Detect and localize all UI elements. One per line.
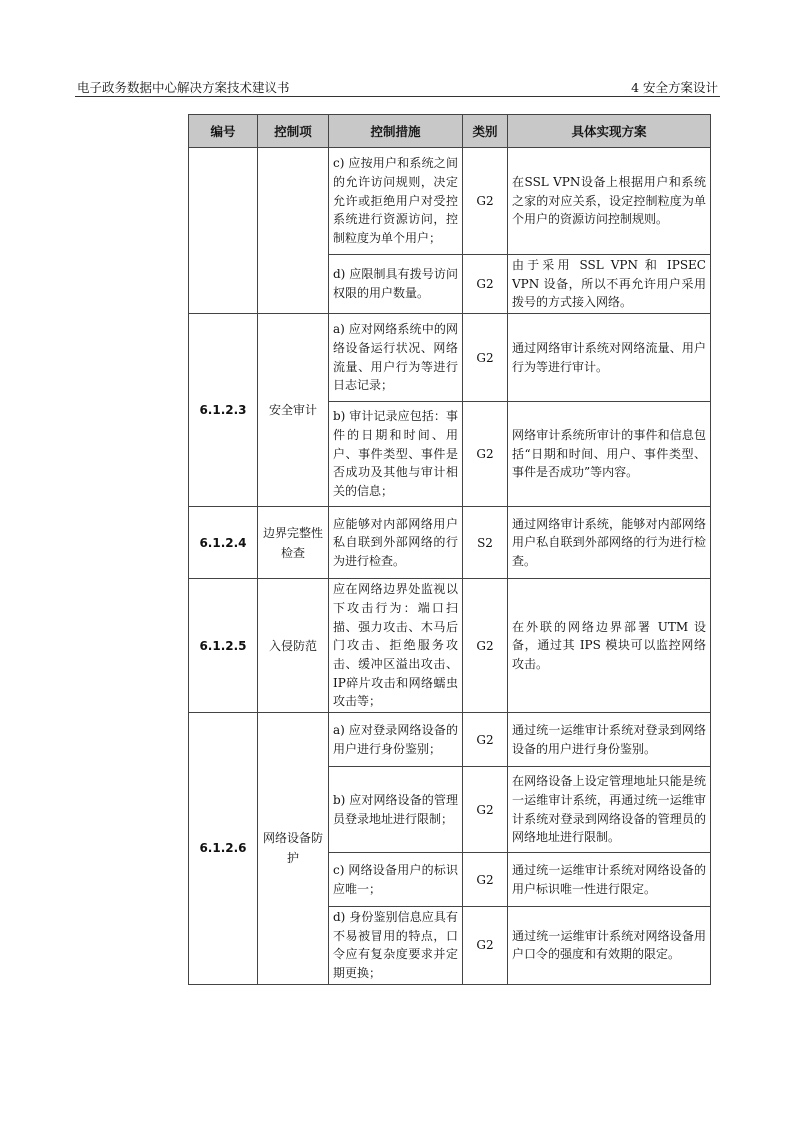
category-cell: S2 (463, 507, 508, 579)
category-cell: G2 (463, 579, 508, 713)
category-cell: G2 (463, 713, 508, 767)
table-row (189, 507, 711, 579)
control-id-cell: 6.1.2.3 (189, 314, 258, 507)
control-id-cell: 6.1.2.5 (189, 579, 258, 713)
control-measure-cell: c) 网络设备用户的标识应唯一； (329, 853, 463, 907)
control-measure-cell: c) 应按用户和系统之间的允许访问规则，决定允许或拒绝用户对受控系统进行资源访问，控制粒度为单个用户； (329, 148, 463, 255)
table-row (189, 314, 711, 402)
implementation-cell: 由于采用 SSL VPN 和 IPSEC VPN 设备，所以不再允许用户采用拨号的方式接入网络。 (508, 255, 711, 314)
header-id: 编号 (189, 115, 258, 148)
table-row (189, 148, 711, 255)
implementation-cell: 通过网络审计系统，能够对内部网络用户私自联到外部网络的行为进行检查。 (508, 507, 711, 579)
table-row (189, 713, 711, 767)
category-cell: G2 (463, 402, 508, 507)
control-item-cell: 入侵防范 (258, 579, 329, 713)
header-category: 类别 (463, 115, 508, 148)
category-cell: G2 (463, 148, 508, 255)
control-id-cell (189, 148, 258, 314)
control-id-cell: 6.1.2.6 (189, 713, 258, 985)
implementation-cell: 在外联的网络边界部署 UTM 设备，通过其 IPS 模块可以监控网络攻击。 (508, 579, 711, 713)
control-measure-cell: d) 身份鉴别信息应具有不易被冒用的特点，口令应有复杂度要求并定期更换； (329, 907, 463, 985)
header-implementation: 具体实现方案 (508, 115, 711, 148)
table-header-row (189, 115, 711, 148)
control-item-cell: 安全审计 (258, 314, 329, 507)
implementation-cell: 通过网络审计系统对网络流量、用户行为等进行审计。 (508, 314, 711, 402)
header-control-measure: 控制措施 (329, 115, 463, 148)
control-item-cell: 边界完整性检查 (258, 507, 329, 579)
control-id-cell: 6.1.2.4 (189, 507, 258, 579)
control-item-cell (258, 148, 329, 314)
header-control-item: 控制项 (258, 115, 329, 148)
control-measure-cell: a) 应对网络系统中的网络设备运行状况、网络流量、用户行为等进行日志记录； (329, 314, 463, 402)
control-measure-cell: b) 审计记录应包括：事件的日期和时间、用户、事件类型、事件是否成功及其他与审计相关的信息； (329, 402, 463, 507)
category-cell: G2 (463, 255, 508, 314)
page-header (75, 78, 720, 97)
implementation-cell: 网络审计系统所审计的事件和信息包括“日期和时间、用户、事件类型、事件是否成功”等内容。 (508, 402, 711, 507)
category-cell: G2 (463, 853, 508, 907)
implementation-cell: 在SSL VPN设备上根据用户和系统之家的对应关系，设定控制粒度为单个用户的资源访问控制规则。 (508, 148, 711, 255)
security-controls-table (188, 114, 711, 985)
category-cell: G2 (463, 767, 508, 853)
table-row (189, 579, 711, 713)
implementation-cell: 在网络设备上设定管理地址只能是统一运维审计系统，再通过统一运维审计系统对登录到网络设备的管理员的网络地址进行限制。 (508, 767, 711, 853)
control-measure-cell: d) 应限制具有拨号访问权限的用户数量。 (329, 255, 463, 314)
document-title: 电子政务数据中心解决方案技术建议书 (77, 80, 290, 95)
control-measure-cell: 应在网络边界处监视以下攻击行为：端口扫描、强力攻击、木马后门攻击、拒绝服务攻击、缓冲区溢出攻击、IP碎片攻击和网络蠕虫攻击等； (329, 579, 463, 713)
implementation-cell: 通过统一运维审计系统对登录到网络设备的用户进行身份鉴别。 (508, 713, 711, 767)
control-item-cell: 网络设备防护 (258, 713, 329, 985)
control-measure-cell: a) 应对登录网络设备的用户进行身份鉴别； (329, 713, 463, 767)
control-measure-cell: b) 应对网络设备的管理员登录地址进行限制； (329, 767, 463, 853)
implementation-cell: 通过统一运维审计系统对网络设备用户口令的强度和有效期的限定。 (508, 907, 711, 985)
category-cell: G2 (463, 907, 508, 985)
control-measure-cell: 应能够对内部网络用户私自联到外部网络的行为进行检查。 (329, 507, 463, 579)
implementation-cell: 通过统一运维审计系统对网络设备的用户标识唯一性进行限定。 (508, 853, 711, 907)
category-cell: G2 (463, 314, 508, 402)
section-title: 4 安全方案设计 (631, 80, 718, 95)
